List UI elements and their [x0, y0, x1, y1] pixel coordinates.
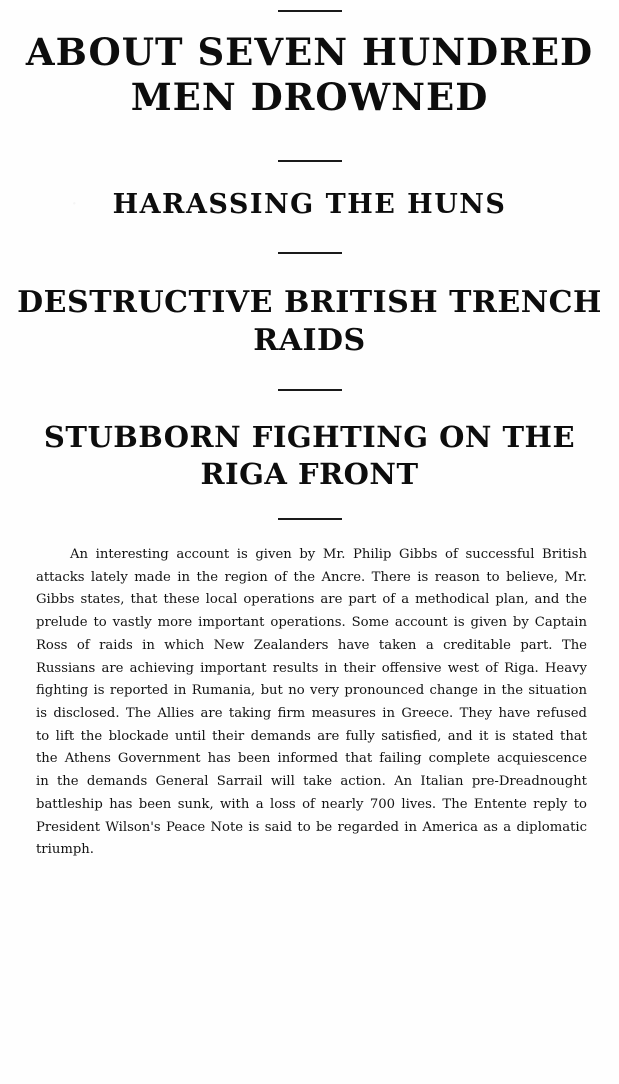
spacer: [14, 520, 605, 544]
spacer: [14, 254, 605, 284]
divider-rule-top: [278, 10, 342, 12]
headline-main: ABOUT SEVEN HUNDRED MEN DROWNED: [25, 30, 594, 120]
spacer: [14, 120, 605, 160]
headline-second: HARASSING THE HUNS: [112, 189, 507, 221]
headline-fourth: STUBBORN FIGHTING ON THE RIGA FRONT: [43, 420, 576, 491]
newspaper-page: [0, 10, 619, 1084]
headline-third: DESTRUCTIVE BRITISH TRENCH RAIDS: [17, 285, 602, 358]
spacer: [14, 222, 605, 252]
article-body: [14, 544, 605, 862]
spacer: [14, 162, 605, 188]
article-body-text: An interesting account is given by Mr. Philip Gibbs of successful British attacks lately made in the region of the Ancre. There is reason to believe, Mr. Gibbs states, that these local operations are part of a methodical plan, and the prelude to vastly more important operations. Some account is given by Captain Ross of raids in which New Zealanders have taken a creditable part. The Russians are achieving important results in their offensive west of Riga. Heavy fighting is reported in Rumania, but no very pronounced change in the situation is disclosed. The Allies are taking firm measures in Greece. They have refused to lift the blockade until their demands are fully satisfied, and it is stated that the Athens Government has been informed that failing complete acquiescence in the demands General Sarrail will take action. An Italian pre-Dreadnought battleship has been sunk, with a loss of nearly 700 lives. The Entente reply to President Wilson's Peace Note is said to be regarded in America as a diplomatic triumph.: [36, 547, 587, 858]
spacer: [14, 492, 605, 518]
spacer: [14, 391, 605, 419]
spacer: [14, 359, 605, 389]
